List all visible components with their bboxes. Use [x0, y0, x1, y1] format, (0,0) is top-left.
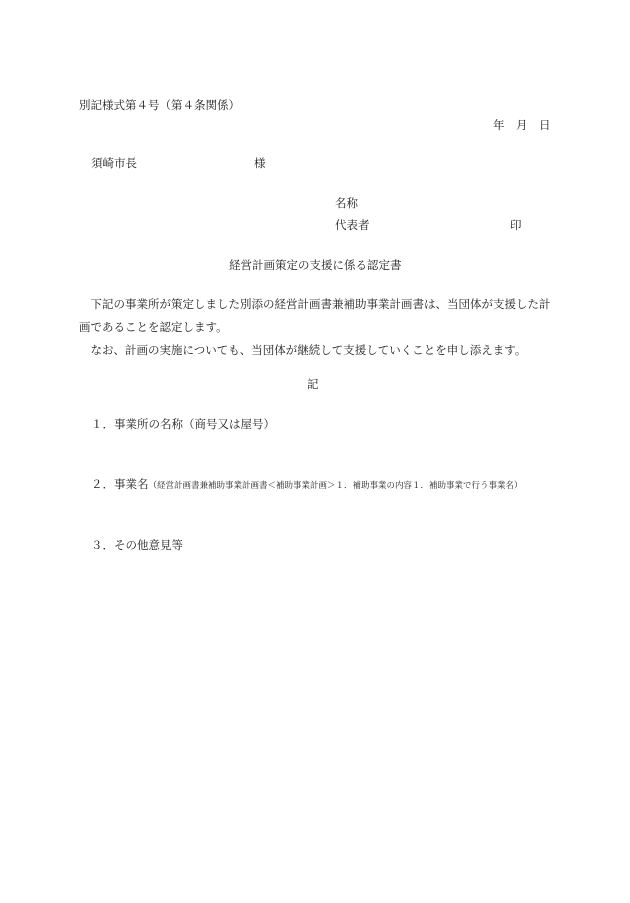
ki-heading: 記: [307, 377, 319, 391]
item-project-name-note: （経営計画書兼補助事業計画書＜補助事業計画＞１．補助事業の内容１．補助事業で行う事業名）: [148, 481, 523, 491]
applicant-name-label: 名称: [335, 196, 358, 210]
applicant-rep-label: 代表者: [335, 218, 370, 232]
date-day: 日: [539, 118, 551, 132]
item-other-opinions: ３．その他意見等: [91, 538, 183, 552]
item-project-name-label: ２．事業名: [91, 477, 149, 491]
item-business-name: １．事業所の名称（商号又は屋号）: [91, 417, 275, 431]
date-year: 年: [493, 118, 505, 132]
addressee-name: 須崎市長: [91, 156, 137, 170]
date-month: 月: [516, 118, 528, 132]
addressee-honorific: 様: [254, 156, 266, 170]
item-project-name: [91, 478, 523, 492]
form-number: 別記様式第４号（第４条関係）: [79, 98, 240, 112]
seal-mark: 印: [510, 218, 522, 232]
body-paragraph-2: なお、計画の実施についても、当団体が継続して支援していくことを申し添えます。: [90, 343, 527, 357]
body-paragraph-1: 下記の事業所が策定しました別添の経営計画書兼補助事業計画書は、当団体が支援した計画であることを認定します。: [79, 297, 551, 334]
document-title: 経営計画策定の支援に係る認定書: [229, 258, 402, 272]
